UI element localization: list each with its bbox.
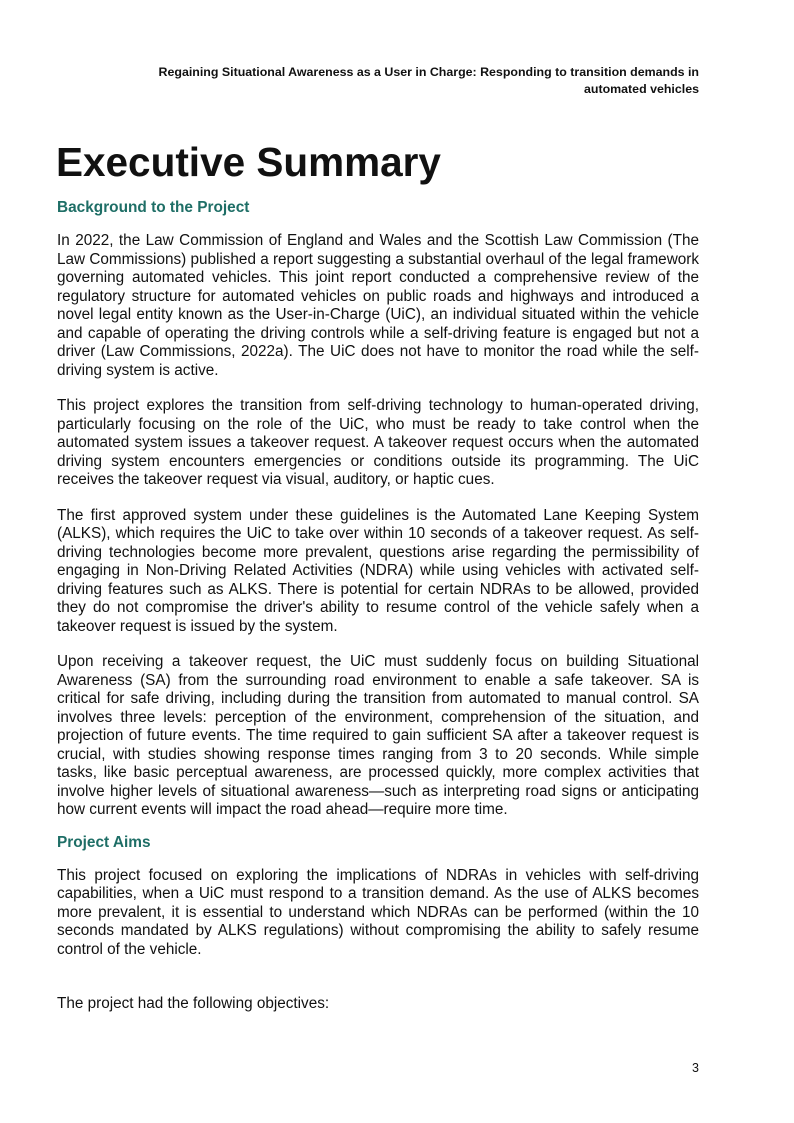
running-header-line-2: automated vehicles xyxy=(583,82,699,96)
paragraph-background-1: In 2022, the Law Commission of England and Wales and the Scottish Law Commission (The Law Commissions) published a report suggesting a substantial overhaul of the legal framework governing automated vehicles. This joint report conducted a comprehensive review of the regulatory structure for automated vehicles on public roads and highways and introduced a novel legal entity known as the User-in-Charge (UiC), an individual situated within the vehicle and capable of operating the driving controls while a self-driving feature is engaged but not a driver (Law Commissions, 2022a). The UiC does not have to monitor the road while the self-driving system is active. xyxy=(57,232,699,379)
page-number: 3 xyxy=(692,1061,699,1075)
section-heading-project-aims: Project Aims xyxy=(57,833,151,851)
paragraph-background-3: The first approved system under these guidelines is the Automated Lane Keeping System (ALKS), which requires the UiC to take over within 10 seconds of a takeover request. As self-driving technologies become more prevalent, questions arise regarding the permissibility of engaging in Non-Driving Related Activities (NDRA) while using vehicles with activated self-driving features such as ALKS. There is potential for certain NDRAs to be allowed, provided they do not compromise the driver's ability to resume control of the vehicle safely when a takeover request is issued by the system. xyxy=(57,506,699,635)
document-page xyxy=(57,0,699,1014)
paragraph-background-2: This project explores the transition from self-driving technology to human-operated driving, particularly focusing on the role of the UiC, who must be ready to take control when the automated system issues a takeover request. A takeover request occurs when the automated driving system encounters emergencies or conditions outside its programming. The UiC receives the takeover request via visual, auditory, or haptic cues. xyxy=(57,397,699,488)
paragraph-aims-1: This project focused on exploring the implications of NDRAs in vehicles with self-driving capabilities, when a UiC must respond to a transition demand. As the use of ALKS becomes more prevalent, it is essential to understand which NDRAs can be performed (within the 10 seconds mandated by ALKS regulations) without compromising the ability to safely resume control of the vehicle. xyxy=(57,866,699,958)
page-title: Executive Summary xyxy=(56,139,441,185)
paragraph-aims-objectives-intro: The project had the following objectives: xyxy=(57,995,330,1012)
running-header-line-1: Regaining Situational Awareness as a User in Charge: Responding to transition demands in xyxy=(158,65,699,79)
paragraph-background-4: Upon receiving a takeover request, the UiC must suddenly focus on building Situational Awareness (SA) from the surrounding road environment to enable a safe takeover. SA is critical for safe driving, including during the transition from automated to manual control. SA involves three levels: perception of the environment, comprehension of the situation, and projection of future events. The time required to gain sufficient SA after a takeover request is crucial, with studies showing response times ranging from 3 to 20 seconds. While simple tasks, like basic perceptual awareness, are processed quickly, more complex activities that involve higher levels of situational awareness—such as interpreting road signs or anticipating how current events will impact the road ahead—require more time. xyxy=(57,653,699,818)
section-heading-background: Background to the Project xyxy=(57,199,250,216)
running-header xyxy=(57,64,699,98)
